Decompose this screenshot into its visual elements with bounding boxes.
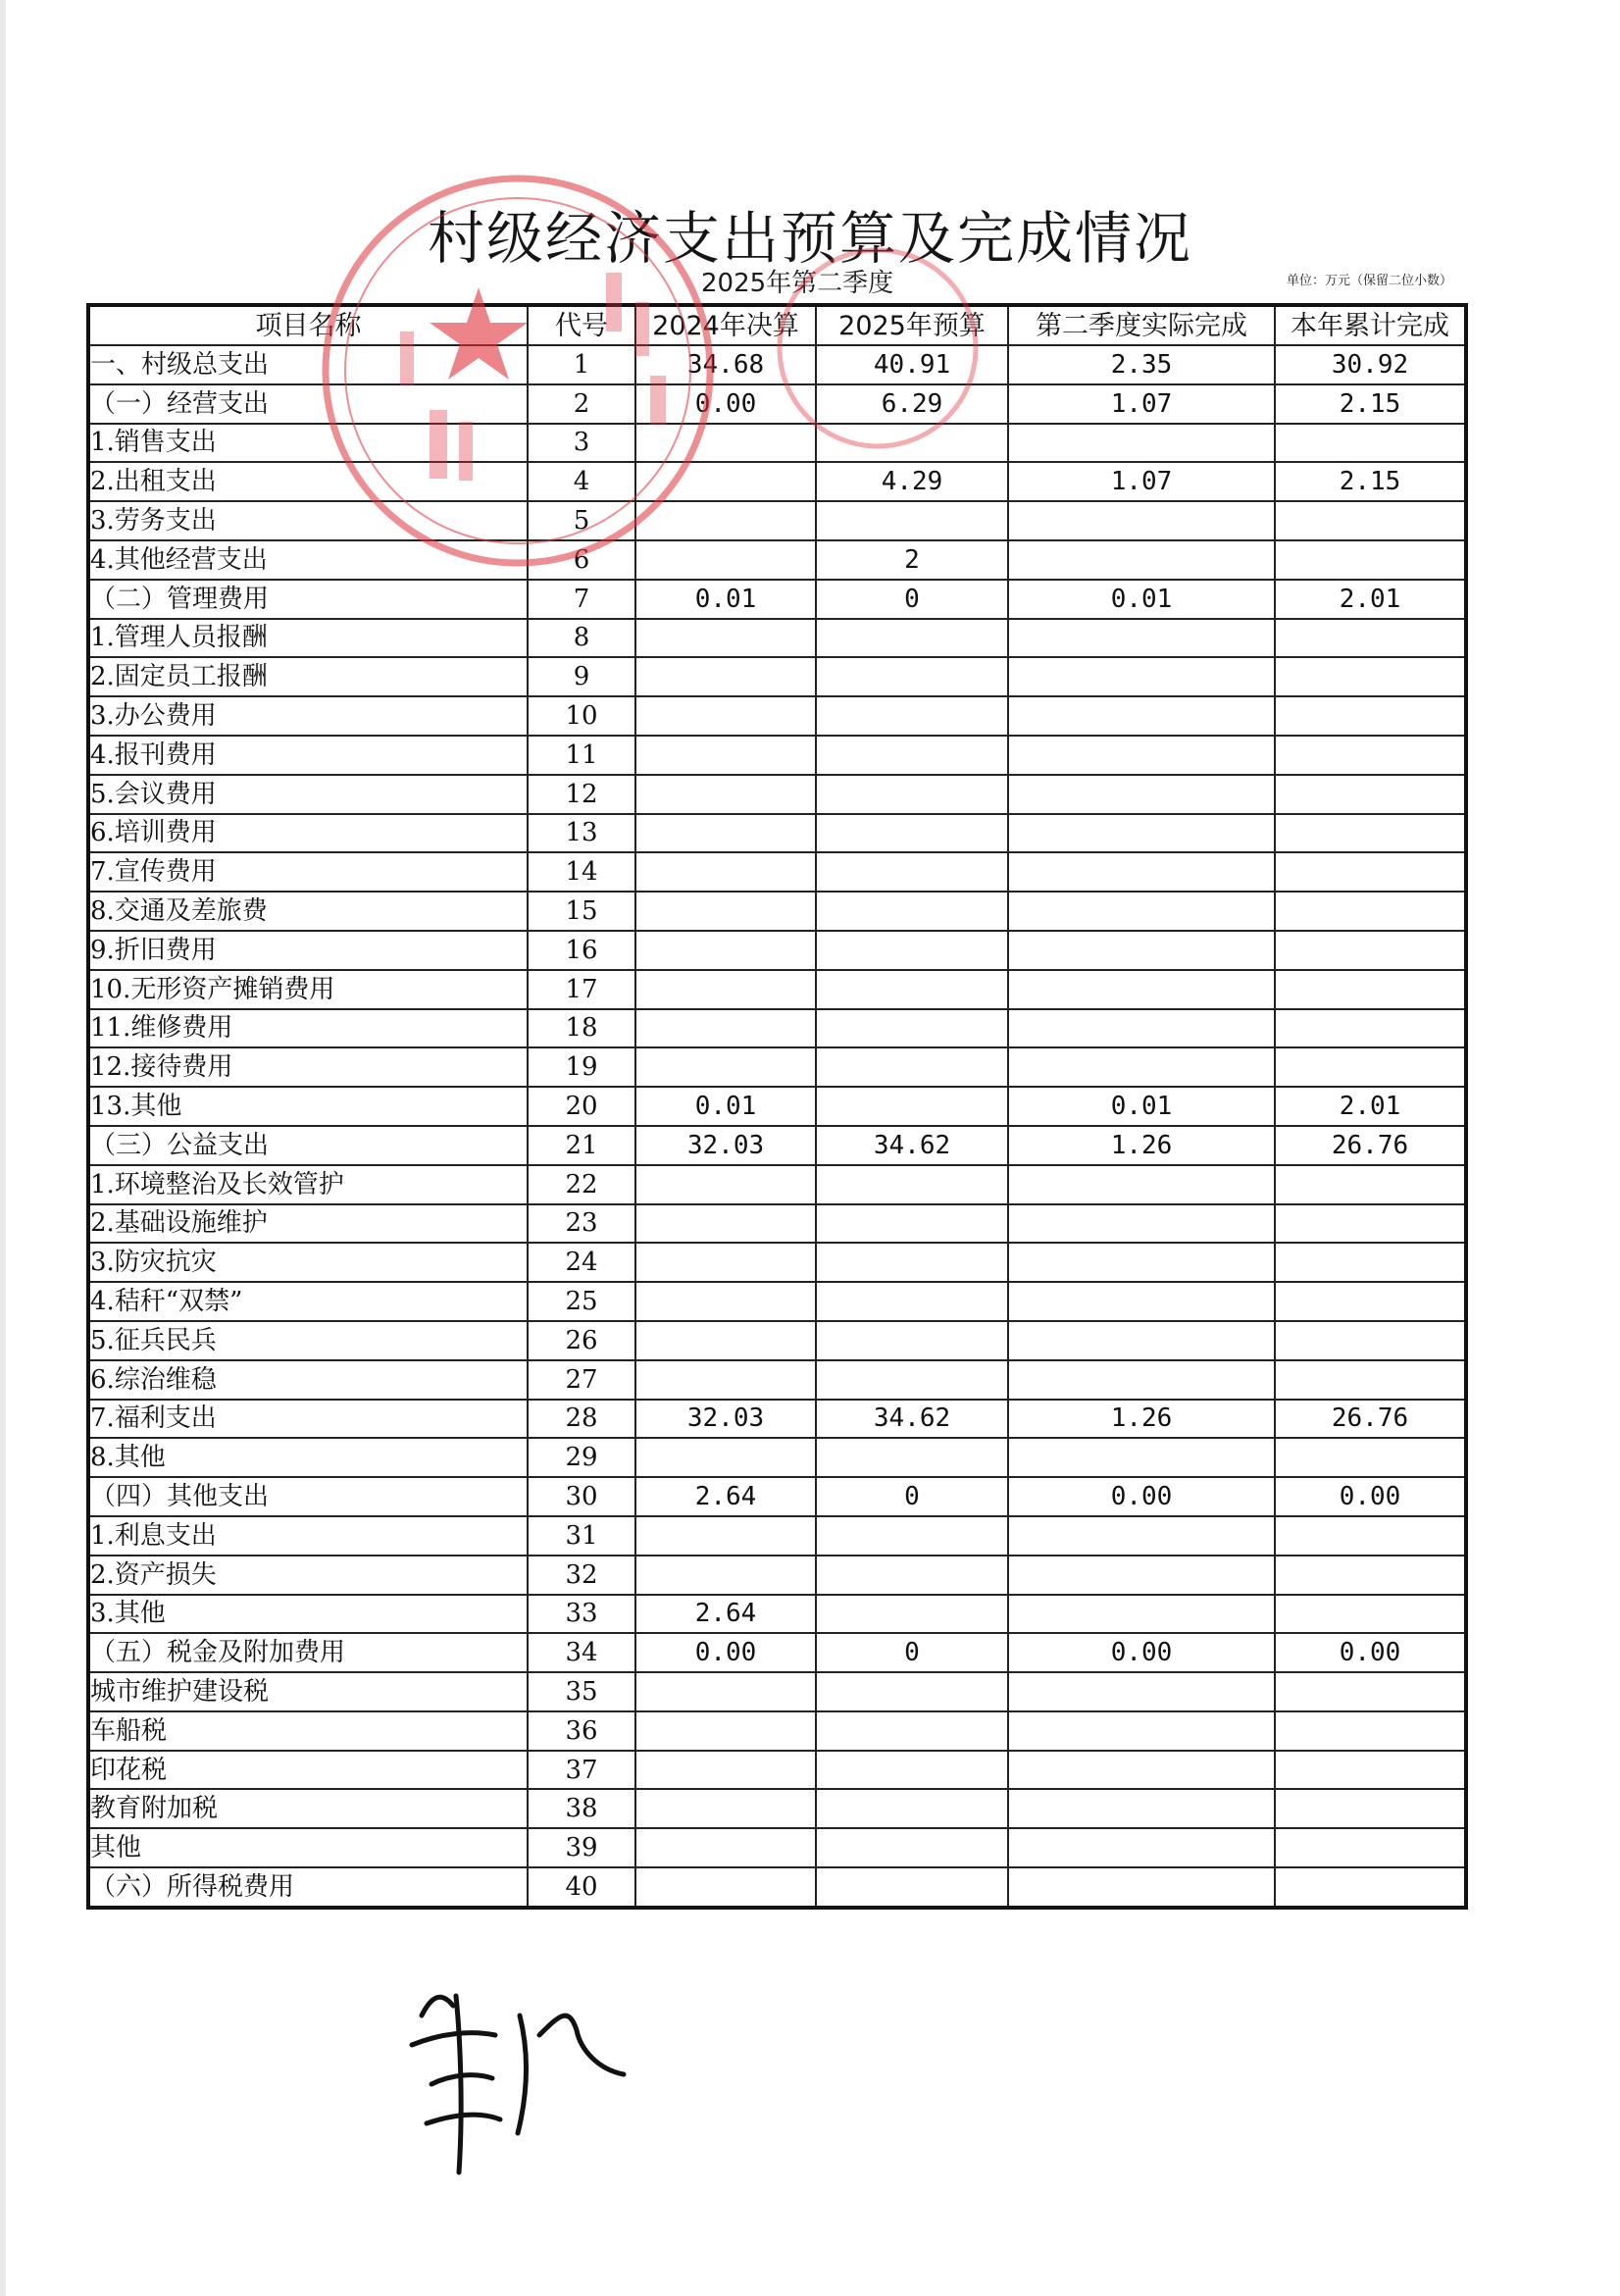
- table-row: [88, 1204, 1466, 1244]
- header-2025-budget: 2025年预算: [816, 305, 1008, 345]
- row-code: 20: [528, 1087, 635, 1126]
- row-code: 18: [528, 1009, 635, 1048]
- row-q2-actual: [1008, 1321, 1275, 1360]
- row-name: 1.管理人员报酬: [88, 619, 528, 658]
- row-2024-final: [635, 775, 816, 814]
- row-code: 34: [528, 1633, 635, 1672]
- row-2025-budget: [816, 852, 1008, 892]
- row-name: 3.办公费用: [88, 696, 528, 736]
- row-q2-actual: [1008, 1360, 1275, 1400]
- row-ytd-actual: [1275, 1321, 1466, 1360]
- row-name: 2.资产损失: [88, 1556, 528, 1595]
- row-2025-budget: [816, 424, 1008, 463]
- row-2025-budget: [816, 1751, 1008, 1790]
- row-code: 13: [528, 814, 635, 853]
- row-q2-actual: [1008, 501, 1275, 540]
- row-2025-budget: [816, 892, 1008, 931]
- row-ytd-actual: [1275, 1789, 1466, 1828]
- row-2024-final: [635, 462, 816, 501]
- table-row: [88, 814, 1466, 853]
- table-row: [88, 424, 1466, 463]
- table-row: [88, 892, 1466, 931]
- table-row: [88, 970, 1466, 1009]
- row-name: 2.基础设施维护: [88, 1204, 528, 1244]
- row-q2-actual: [1008, 657, 1275, 696]
- row-code: 17: [528, 970, 635, 1009]
- row-2025-budget: [816, 814, 1008, 853]
- table-row: [88, 1282, 1466, 1321]
- row-code: 32: [528, 1556, 635, 1595]
- row-q2-actual: [1008, 1751, 1275, 1790]
- row-ytd-actual: [1275, 619, 1466, 658]
- row-2024-final: [635, 1321, 816, 1360]
- row-2025-budget: [816, 1672, 1008, 1711]
- row-code: 35: [528, 1672, 635, 1711]
- row-q2-actual: [1008, 696, 1275, 736]
- row-2024-final: [635, 1243, 816, 1282]
- row-2025-budget: 4.29: [816, 462, 1008, 501]
- row-ytd-actual: [1275, 540, 1466, 580]
- row-2024-final: [635, 736, 816, 775]
- row-2025-budget: [816, 1711, 1008, 1751]
- row-2025-budget: [816, 619, 1008, 658]
- row-name: 1.利息支出: [88, 1516, 528, 1556]
- row-code: 29: [528, 1438, 635, 1477]
- row-q2-actual: [1008, 814, 1275, 853]
- row-2024-final: [635, 1789, 816, 1828]
- row-code: 2: [528, 384, 635, 424]
- row-ytd-actual: [1275, 852, 1466, 892]
- row-name: 1.销售支出: [88, 424, 528, 463]
- row-name: 2.出租支出: [88, 462, 528, 501]
- row-name: （一）经营支出: [88, 384, 528, 424]
- row-2024-final: [635, 501, 816, 540]
- table-row: [88, 1751, 1466, 1790]
- row-2025-budget: [816, 1165, 1008, 1204]
- row-2024-final: [635, 931, 816, 970]
- row-q2-actual: [1008, 931, 1275, 970]
- row-code: 9: [528, 657, 635, 696]
- row-2025-budget: [816, 736, 1008, 775]
- row-2025-budget: [816, 1516, 1008, 1556]
- table-row: [88, 1321, 1466, 1360]
- row-2025-budget: [816, 1204, 1008, 1244]
- row-name: 1.环境整治及长效管护: [88, 1165, 528, 1204]
- row-2024-final: [635, 619, 816, 658]
- row-q2-actual: 1.26: [1008, 1126, 1275, 1165]
- row-2025-budget: [816, 1556, 1008, 1595]
- row-name: 3.防灾抗灾: [88, 1243, 528, 1282]
- row-2025-budget: 6.29: [816, 384, 1008, 424]
- row-name: 11.维修费用: [88, 1009, 528, 1048]
- row-2025-budget: [816, 775, 1008, 814]
- row-name: 9.折旧费用: [88, 931, 528, 970]
- row-2025-budget: [816, 1009, 1008, 1048]
- row-code: 27: [528, 1360, 635, 1400]
- row-code: 39: [528, 1828, 635, 1867]
- row-code: 36: [528, 1711, 635, 1751]
- row-2025-budget: [816, 501, 1008, 540]
- row-q2-actual: 0.00: [1008, 1477, 1275, 1516]
- row-q2-actual: [1008, 1204, 1275, 1244]
- row-ytd-actual: 26.76: [1275, 1126, 1466, 1165]
- row-q2-actual: 1.07: [1008, 462, 1275, 501]
- table-row: [88, 1165, 1466, 1204]
- row-2025-budget: [816, 1360, 1008, 1400]
- row-ytd-actual: [1275, 970, 1466, 1009]
- row-2025-budget: [816, 696, 1008, 736]
- row-code: 4: [528, 462, 635, 501]
- row-2024-final: [635, 540, 816, 580]
- row-ytd-actual: [1275, 1516, 1466, 1556]
- table-row: [88, 1595, 1466, 1634]
- table-row: [88, 852, 1466, 892]
- table-row: [88, 1516, 1466, 1556]
- row-2024-final: [635, 1556, 816, 1595]
- row-ytd-actual: [1275, 1595, 1466, 1634]
- table-row: [88, 1789, 1466, 1828]
- row-2025-budget: [816, 1087, 1008, 1126]
- row-q2-actual: [1008, 736, 1275, 775]
- row-name: 7.福利支出: [88, 1400, 528, 1439]
- row-ytd-actual: [1275, 775, 1466, 814]
- row-2025-budget: [816, 970, 1008, 1009]
- row-2024-final: 0.00: [635, 384, 816, 424]
- table-row: [88, 1672, 1466, 1711]
- row-code: 31: [528, 1516, 635, 1556]
- table-row: [88, 1243, 1466, 1282]
- row-code: 3: [528, 424, 635, 463]
- row-q2-actual: [1008, 1282, 1275, 1321]
- table-row: [88, 736, 1466, 775]
- row-2025-budget: [816, 657, 1008, 696]
- row-ytd-actual: 2.15: [1275, 384, 1466, 424]
- table-row: [88, 1400, 1466, 1439]
- row-ytd-actual: [1275, 1204, 1466, 1244]
- row-2025-budget: [816, 1867, 1008, 1908]
- row-q2-actual: [1008, 1047, 1275, 1087]
- row-q2-actual: [1008, 1165, 1275, 1204]
- table-row: [88, 931, 1466, 970]
- row-name: 教育附加税: [88, 1789, 528, 1828]
- row-q2-actual: [1008, 1672, 1275, 1711]
- table-row: [88, 1438, 1466, 1477]
- table-row: [88, 1126, 1466, 1165]
- row-q2-actual: [1008, 775, 1275, 814]
- row-2024-final: [635, 892, 816, 931]
- table-row: [88, 1360, 1466, 1400]
- row-code: 24: [528, 1243, 635, 1282]
- row-ytd-actual: 26.76: [1275, 1400, 1466, 1439]
- row-q2-actual: [1008, 1556, 1275, 1595]
- row-q2-actual: [1008, 1009, 1275, 1048]
- row-2024-final: [635, 1282, 816, 1321]
- row-ytd-actual: 2.01: [1275, 1087, 1466, 1126]
- row-name: 其他: [88, 1828, 528, 1867]
- row-2025-budget: [816, 1828, 1008, 1867]
- row-code: 7: [528, 580, 635, 619]
- row-code: 38: [528, 1789, 635, 1828]
- handwritten-signature-icon: [402, 1976, 628, 2187]
- row-2024-final: 0.00: [635, 1633, 816, 1672]
- row-ytd-actual: [1275, 1282, 1466, 1321]
- table-row: [88, 1711, 1466, 1751]
- row-ytd-actual: [1275, 1828, 1466, 1867]
- header-code: 代号: [528, 305, 635, 345]
- table-row: [88, 345, 1466, 384]
- row-ytd-actual: [1275, 1009, 1466, 1048]
- row-name: 5.征兵民兵: [88, 1321, 528, 1360]
- row-q2-actual: [1008, 970, 1275, 1009]
- row-q2-actual: [1008, 1595, 1275, 1634]
- row-code: 12: [528, 775, 635, 814]
- row-q2-actual: [1008, 1828, 1275, 1867]
- row-2024-final: [635, 1516, 816, 1556]
- row-2024-final: 2.64: [635, 1595, 816, 1634]
- row-2025-budget: [816, 1243, 1008, 1282]
- row-code: 14: [528, 852, 635, 892]
- row-2024-final: [635, 1751, 816, 1790]
- row-code: 26: [528, 1321, 635, 1360]
- row-name: （三）公益支出: [88, 1126, 528, 1165]
- row-q2-actual: [1008, 1789, 1275, 1828]
- header-name: 项目名称: [88, 305, 528, 345]
- row-2025-budget: 40.91: [816, 345, 1008, 384]
- row-ytd-actual: [1275, 501, 1466, 540]
- row-2024-final: [635, 1711, 816, 1751]
- row-2024-final: [635, 1672, 816, 1711]
- row-2024-final: 34.68: [635, 345, 816, 384]
- row-ytd-actual: [1275, 1672, 1466, 1711]
- page-title: 村级经济支出预算及完成情况: [427, 205, 1192, 272]
- row-name: 7.宣传费用: [88, 852, 528, 892]
- row-ytd-actual: 30.92: [1275, 345, 1466, 384]
- row-2025-budget: [816, 1282, 1008, 1321]
- scan-edge: [0, 0, 6, 2296]
- table-row: [88, 775, 1466, 814]
- row-ytd-actual: [1275, 1165, 1466, 1204]
- table-row: [88, 1828, 1466, 1867]
- row-2024-final: [635, 1204, 816, 1244]
- row-2024-final: [635, 657, 816, 696]
- row-ytd-actual: 2.15: [1275, 462, 1466, 501]
- row-2024-final: [635, 1828, 816, 1867]
- row-2025-budget: 34.62: [816, 1126, 1008, 1165]
- row-2024-final: [635, 1047, 816, 1087]
- row-name: （六）所得税费用: [88, 1867, 528, 1908]
- row-2024-final: 32.03: [635, 1400, 816, 1439]
- row-q2-actual: 1.07: [1008, 384, 1275, 424]
- row-ytd-actual: [1275, 1438, 1466, 1477]
- row-name: （五）税金及附加费用: [88, 1633, 528, 1672]
- table-row: [88, 619, 1466, 658]
- row-code: 33: [528, 1595, 635, 1634]
- row-2025-budget: 2: [816, 540, 1008, 580]
- unit-note: 单位：万元（保留二位小数）: [1287, 274, 1453, 288]
- row-2025-budget: 0: [816, 1633, 1008, 1672]
- row-q2-actual: 0.01: [1008, 580, 1275, 619]
- header-ytd-actual: 本年累计完成: [1275, 305, 1466, 345]
- row-q2-actual: 0.00: [1008, 1633, 1275, 1672]
- row-code: 8: [528, 619, 635, 658]
- row-code: 30: [528, 1477, 635, 1516]
- row-code: 23: [528, 1204, 635, 1244]
- table-row: [88, 580, 1466, 619]
- period-label: 2025年第二季度: [701, 269, 894, 298]
- row-ytd-actual: [1275, 1556, 1466, 1595]
- header-2024-final: 2024年决算: [635, 305, 816, 345]
- row-ytd-actual: [1275, 1867, 1466, 1908]
- row-q2-actual: [1008, 1711, 1275, 1751]
- table-row: [88, 540, 1466, 580]
- row-2025-budget: [816, 1595, 1008, 1634]
- header-row: [88, 305, 1466, 345]
- row-name: 8.其他: [88, 1438, 528, 1477]
- row-name: （四）其他支出: [88, 1477, 528, 1516]
- row-q2-actual: [1008, 619, 1275, 658]
- row-name: 10.无形资产摊销费用: [88, 970, 528, 1009]
- row-ytd-actual: [1275, 696, 1466, 736]
- row-ytd-actual: [1275, 424, 1466, 463]
- row-ytd-actual: 0.00: [1275, 1633, 1466, 1672]
- table-row: [88, 1633, 1466, 1672]
- row-2025-budget: [816, 1321, 1008, 1360]
- row-code: 16: [528, 931, 635, 970]
- row-code: 21: [528, 1126, 635, 1165]
- row-q2-actual: 1.26: [1008, 1400, 1275, 1439]
- row-2025-budget: [816, 931, 1008, 970]
- row-ytd-actual: [1275, 931, 1466, 970]
- row-2024-final: 0.01: [635, 1087, 816, 1126]
- row-ytd-actual: [1275, 814, 1466, 853]
- row-name: 4.报刊费用: [88, 736, 528, 775]
- row-2024-final: 2.64: [635, 1477, 816, 1516]
- row-name: 13.其他: [88, 1087, 528, 1126]
- row-q2-actual: [1008, 1243, 1275, 1282]
- row-2025-budget: 0: [816, 1477, 1008, 1516]
- row-name: 2.固定员工报酬: [88, 657, 528, 696]
- row-code: 5: [528, 501, 635, 540]
- table-row: [88, 1867, 1466, 1908]
- row-q2-actual: 0.01: [1008, 1087, 1275, 1126]
- row-2024-final: 0.01: [635, 580, 816, 619]
- row-name: 8.交通及差旅费: [88, 892, 528, 931]
- row-q2-actual: [1008, 852, 1275, 892]
- row-2025-budget: 0: [816, 580, 1008, 619]
- table-row: [88, 1047, 1466, 1087]
- table-row: [88, 384, 1466, 424]
- row-ytd-actual: [1275, 1751, 1466, 1790]
- row-name: 车船税: [88, 1711, 528, 1751]
- row-2025-budget: [816, 1047, 1008, 1087]
- row-code: 22: [528, 1165, 635, 1204]
- table-row: [88, 1477, 1466, 1516]
- row-2024-final: [635, 814, 816, 853]
- table-row: [88, 1009, 1466, 1048]
- row-code: 6: [528, 540, 635, 580]
- row-2024-final: [635, 1360, 816, 1400]
- row-2025-budget: [816, 1438, 1008, 1477]
- row-code: 40: [528, 1867, 635, 1908]
- row-name: 印花税: [88, 1751, 528, 1790]
- row-name: 3.其他: [88, 1595, 528, 1634]
- row-2024-final: [635, 852, 816, 892]
- budget-table: [86, 303, 1468, 1910]
- row-2025-budget: 34.62: [816, 1400, 1008, 1439]
- row-ytd-actual: 0.00: [1275, 1477, 1466, 1516]
- row-ytd-actual: [1275, 736, 1466, 775]
- row-name: 3.劳务支出: [88, 501, 528, 540]
- row-2024-final: [635, 424, 816, 463]
- row-q2-actual: [1008, 1867, 1275, 1908]
- row-name: 6.综治维稳: [88, 1360, 528, 1400]
- row-q2-actual: [1008, 424, 1275, 463]
- row-code: 28: [528, 1400, 635, 1439]
- row-q2-actual: [1008, 1438, 1275, 1477]
- row-ytd-actual: 2.01: [1275, 580, 1466, 619]
- row-name: 一、村级总支出: [88, 345, 528, 384]
- row-code: 19: [528, 1047, 635, 1087]
- row-code: 25: [528, 1282, 635, 1321]
- row-code: 37: [528, 1751, 635, 1790]
- row-ytd-actual: [1275, 1047, 1466, 1087]
- row-2024-final: [635, 970, 816, 1009]
- row-q2-actual: 2.35: [1008, 345, 1275, 384]
- row-code: 1: [528, 345, 635, 384]
- row-name: （二）管理费用: [88, 580, 528, 619]
- row-2024-final: [635, 1867, 816, 1908]
- row-name: 6.培训费用: [88, 814, 528, 853]
- row-name: 12.接待费用: [88, 1047, 528, 1087]
- header-q2-actual: 第二季度实际完成: [1008, 305, 1275, 345]
- row-ytd-actual: [1275, 1360, 1466, 1400]
- row-ytd-actual: [1275, 1243, 1466, 1282]
- table-row: [88, 1556, 1466, 1595]
- row-code: 10: [528, 696, 635, 736]
- row-name: 4.秸秆“双禁”: [88, 1282, 528, 1321]
- table-row: [88, 696, 1466, 736]
- row-2024-final: [635, 1165, 816, 1204]
- row-2024-final: [635, 1438, 816, 1477]
- row-2024-final: [635, 1009, 816, 1048]
- table-row: [88, 501, 1466, 540]
- table-row: [88, 1087, 1466, 1126]
- table-row: [88, 657, 1466, 696]
- row-2024-final: 32.03: [635, 1126, 816, 1165]
- row-code: 15: [528, 892, 635, 931]
- row-q2-actual: [1008, 892, 1275, 931]
- row-name: 城市维护建设税: [88, 1672, 528, 1711]
- table-row: [88, 462, 1466, 501]
- row-2025-budget: [816, 1789, 1008, 1828]
- row-ytd-actual: [1275, 892, 1466, 931]
- row-name: 4.其他经营支出: [88, 540, 528, 580]
- row-ytd-actual: [1275, 1711, 1466, 1751]
- row-ytd-actual: [1275, 657, 1466, 696]
- row-name: 5.会议费用: [88, 775, 528, 814]
- row-q2-actual: [1008, 1516, 1275, 1556]
- row-q2-actual: [1008, 540, 1275, 580]
- row-2024-final: [635, 696, 816, 736]
- row-code: 11: [528, 736, 635, 775]
